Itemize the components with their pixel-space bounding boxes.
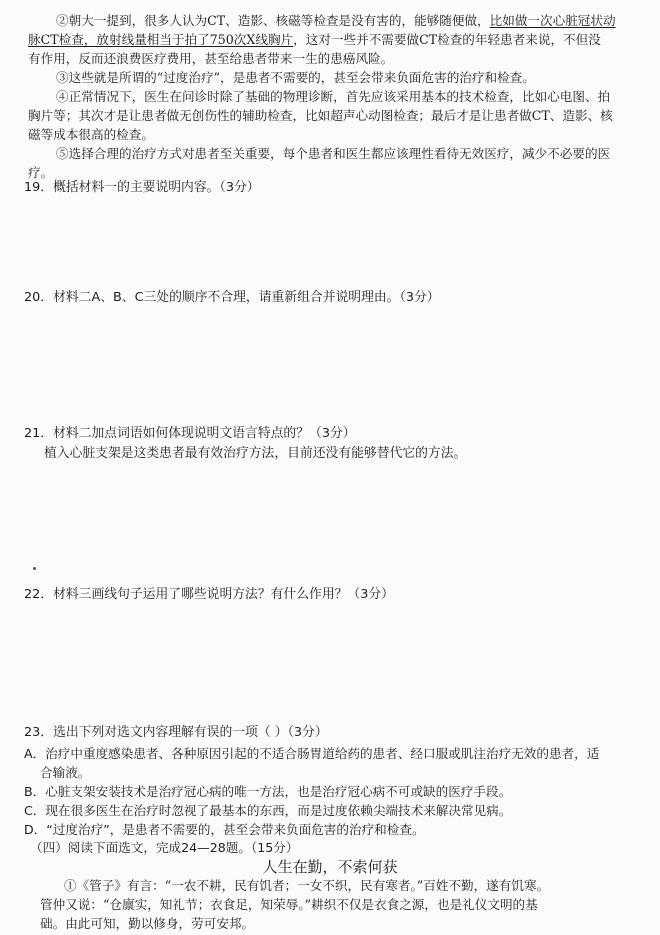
option-a-line2: 合输液。 bbox=[40, 765, 91, 780]
option-d: D．“过度治疗”，是患者不需要的，甚至会带来负面危害的治疗和检查。 bbox=[24, 822, 425, 837]
question-20: 20．材料二A、B、C三处的顺序不合理，请重新组合并说明理由。（3分） bbox=[24, 290, 440, 305]
section-4-heading: （四）阅读下面选文，完成24—28题。（15分） bbox=[30, 840, 299, 855]
question-21: 21．材料二加点词语如何体现说明文语言特点的？（3分） bbox=[24, 426, 356, 441]
question-22: 22．材料三画线句子运用了哪些说明方法？有什么作用？（3分） bbox=[24, 587, 394, 602]
question-19: 19．概括材料一的主要说明内容。（3分） bbox=[24, 180, 260, 195]
passage-p4-line1: ④正常情况下，医生在问诊时除了基础的物理诊断，首先应该采用基本的技术检查，比如心电图、拍 bbox=[56, 89, 611, 104]
passage-p5-line1: ⑤选择合理的治疗方式对患者至关重要，每个患者和医生都应该理性看待无效医疗，减少不必要的医 bbox=[56, 146, 611, 161]
passage-p2-line2 bbox=[28, 31, 640, 48]
passage-p3: ③这些就是所谓的“过度治疗”，是患者不需要的，甚至会带来负面危害的治疗和检查。 bbox=[56, 70, 535, 85]
passage-p4-line3: 磁等成本很高的检查。 bbox=[28, 127, 154, 142]
passage-p2-line1 bbox=[56, 12, 640, 29]
essay-title: 人生在勤，不索何获 bbox=[262, 858, 398, 876]
underlined-sentence-part2: 脉CT检查，放射线量相当于拍了750次X线胸片 bbox=[28, 32, 294, 47]
underlined-sentence-part1: 比如做一次心脏冠状动 bbox=[489, 13, 616, 28]
essay-p1-line1: ①《管子》有言：“一农不耕，民有饥者；一女不织，民有寒者。”百姓不勤，遂有饥寒。 bbox=[64, 878, 550, 893]
question-21-quote: 植入心脏支架是这类患者最有效治疗方法，目前还没有能够替代它的方法。 bbox=[44, 446, 467, 461]
option-b: B．心脏支架安装技术是治疗冠心病的唯一方法，也是治疗冠心病不可或缺的医疗手段。 bbox=[24, 784, 512, 799]
passage-p2-text-b: ，这对一些并不需要做CT检查的年轻患者来说，不但没 bbox=[293, 32, 601, 47]
essay-p1-line2: 管仲又说：“仓廪实，知礼节；衣食足，知荣辱。”耕织不仅是衣食之源，也是礼仪文明的基 bbox=[40, 897, 538, 912]
passage-p2-line3: 有作用，反而还浪费医疗费用，甚至给患者带来一生的患癌风险。 bbox=[28, 51, 394, 66]
option-c: C．现在很多医生在治疗时忽视了最基本的东西，而是过度依赖尖端技术来解决常见病。 bbox=[24, 803, 512, 818]
passage-p4-line2: 胸片等；其次才是让患者做无创伤性的辅助检查，比如超声心动图检查；最后才是让患者做CT、造影、核 bbox=[28, 108, 613, 123]
essay-p1-line3: 础。由此可知，勤以修身，劳可安邦。 bbox=[40, 916, 255, 931]
scan-speck bbox=[33, 567, 36, 570]
passage-p5-line2: 疗。 bbox=[28, 165, 54, 180]
question-23: 23．选出下列对选文内容理解有误的一项（ ）（3分） bbox=[24, 725, 328, 740]
passage-p2-text: ②朝大一提到，很多人认为CT、造影、核磁等检查是没有害的，能够随便做， bbox=[56, 13, 490, 28]
option-a-line1: A．治疗中重度感染患者、各种原因引起的不适合肠胃道给药的患者、经口服或肌注治疗无效的患者，适 bbox=[24, 746, 600, 761]
